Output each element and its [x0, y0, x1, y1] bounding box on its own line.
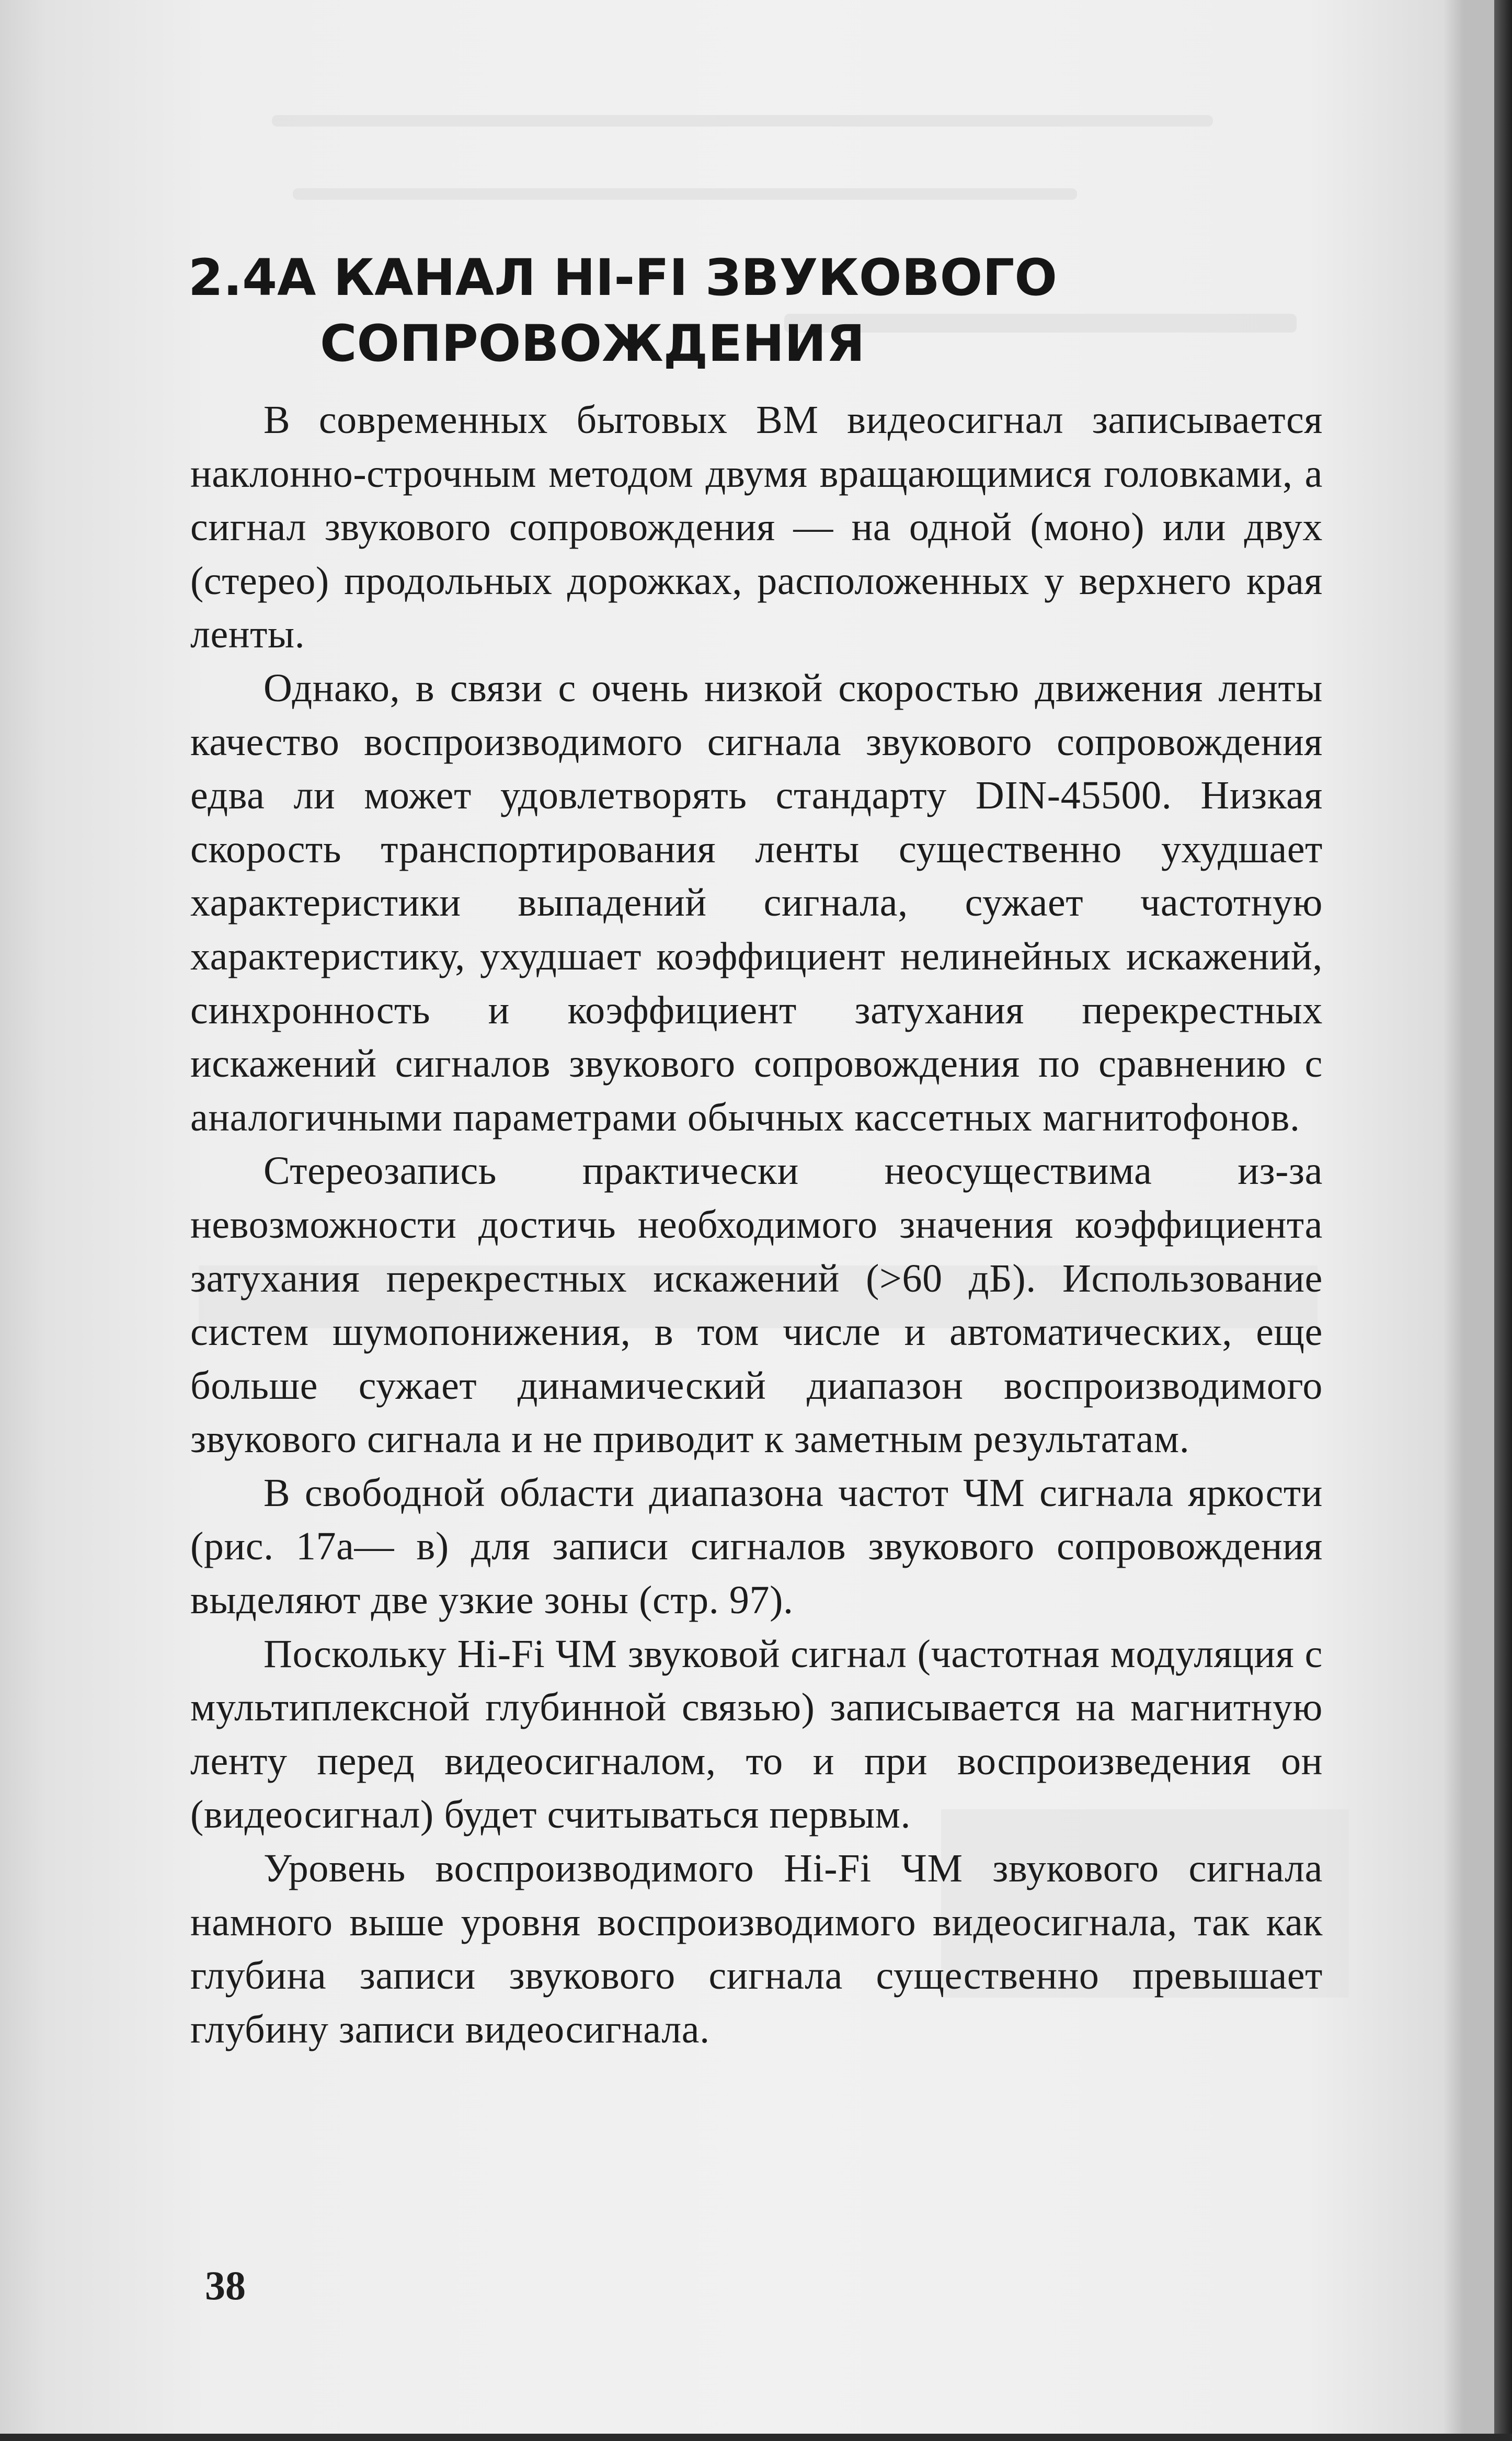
body-text [190, 393, 1323, 2056]
scan-edge-bottom [0, 2434, 1512, 2441]
section-heading-line-2: СОПРОВОЖДЕНИЯ [320, 314, 865, 373]
paragraph: В свободной области диапазона частот ЧМ сигнала яркости (рис. 17а— в) для записи сигналов звукового сопровождения выделяют две узкие зоны (стр. 97). [190, 1470, 1323, 1623]
show-through-line [272, 115, 1213, 127]
paragraph: Однако, в связи с очень низкой скоростью движения ленты качество воспроизводимого сигнала звукового сопровождения едва ли может удовлетворять стандарту DIN-45500. Низкая скорость транспортирования ленты существенно ухудшает характеристики выпадений сигнала, сужает частотную характеристику, ухудшает коэффициент нелинейных искажений, синхронность и коэффициент затухания перекрестных искажений сигналов звукового сопровождения по сравнению с аналогичными параметрами обычных кассетных магнитофонов. [190, 666, 1323, 1139]
paragraph: Стереозапись практически неосуществима из-за невозможности достичь необходимого значения коэффициента затухания перекрестных искажений (>60 дБ). Использование систем шумопонижения, в том числе и автоматических, еще больше сужает динамический диапазон воспроизводимого звукового сигнала и не приводит к заметным результатам. [190, 1149, 1323, 1462]
page-number: 38 [205, 2263, 246, 2308]
scan-edge-right [1494, 0, 1512, 2441]
paragraph: Уровень воспроизводимого Hi-Fi ЧМ звукового сигнала намного выше уровня воспроизводимого видеосигнала, так как глубина записи звукового сигнала существенно превышает глубину записи видеосигнала. [190, 1846, 1323, 2051]
show-through-line [293, 188, 1077, 200]
paragraph: Поскольку Hi-Fi ЧМ звуковой сигнал (частотная модуляция с мультиплексной глубинной связью) записывается на магнитную ленту перед видеосигналом, то и при воспроизведения он (видеосигнал) будет считываться первым. [190, 1632, 1323, 1837]
paragraph: В современных бытовых ВМ видеосигнал записывается наклонно-строчным методом двумя вращающимися головками, а сигнал звукового сопровождения — на одной (моно) или двух (стерео) продольных дорожках, расположенных у верхнего края ленты. [190, 398, 1323, 657]
section-heading [188, 245, 1182, 377]
section-heading-line-1: 2.4А КАНАЛ HI-FI ЗВУКОВОГО [188, 248, 1057, 307]
